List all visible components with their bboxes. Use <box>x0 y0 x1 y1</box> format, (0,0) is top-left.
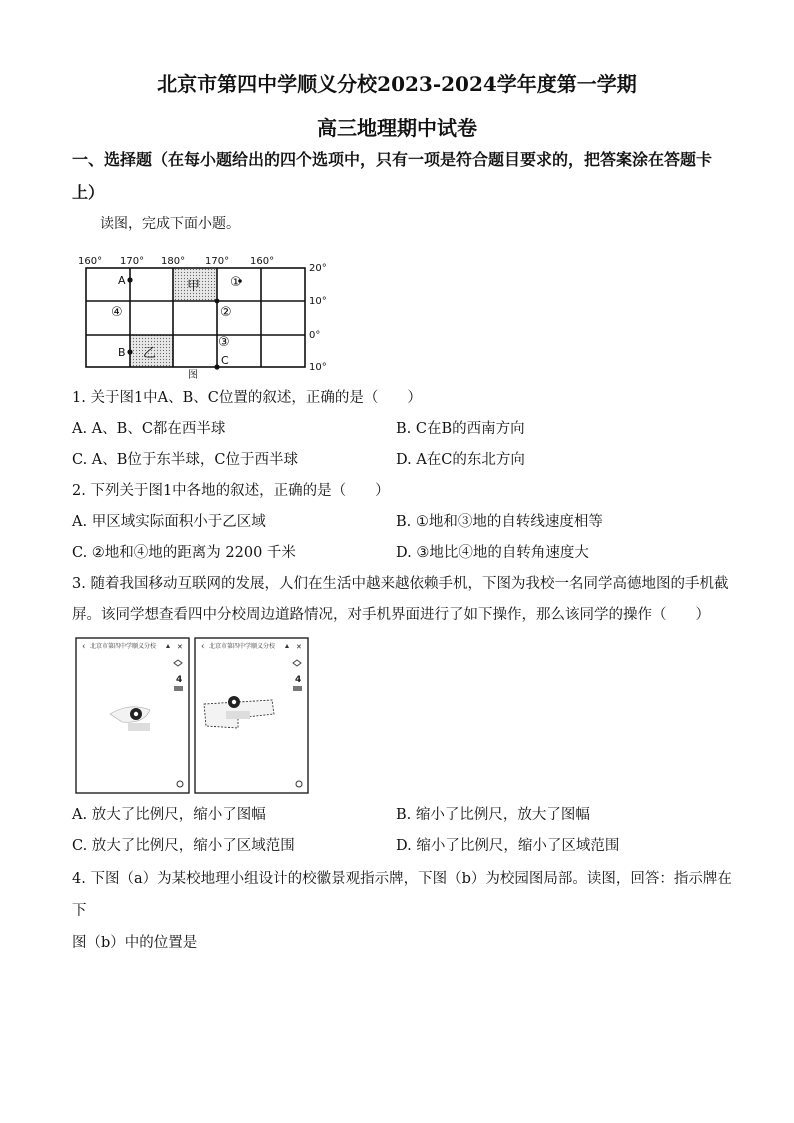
lon-label-4: 170° <box>205 256 230 267</box>
marker-two-dot <box>215 299 220 304</box>
phone-left-zoom-bar <box>174 686 183 691</box>
lat-label-3: 0° <box>309 330 321 341</box>
question-3-options <box>72 800 732 862</box>
phone-left-zoom-number: 4 <box>176 675 183 685</box>
section-heading-line2: 上） <box>72 183 105 202</box>
phone-left-back-icon: ‹ <box>82 642 86 652</box>
phone-right-search-text: 北京市第四中学顺义分校 <box>209 643 276 650</box>
question-1 <box>72 383 732 476</box>
question-1-options-row2 <box>72 445 732 476</box>
marker-two-label: ② <box>220 305 232 320</box>
point-c-label: C <box>221 354 229 367</box>
phone-left-search-text: 北京市第四中学顺义分校 <box>90 643 157 650</box>
marker-one-label: ① <box>230 275 242 290</box>
section-heading <box>72 143 732 209</box>
question-2-stem: 2. 下列关于图1中各地的叙述，正确的是（ ） <box>72 483 390 499</box>
question-2-option-b: B. ①地和③地的自转线速度相等 <box>396 514 603 530</box>
question-2-option-a: A. 甲区域实际面积小于乙区域 <box>72 514 266 530</box>
question-3-stem-line1: 3. 随着我国移动互联网的发展，人们在生活中越来越依赖手机，下图为我校一名同学高德地图的手机截 <box>72 576 729 592</box>
point-b-dot <box>127 349 132 354</box>
lat-label-1: 20° <box>309 263 327 274</box>
phone-right <box>195 638 308 793</box>
question-3-options-row1 <box>72 800 732 831</box>
lat-label-4: 10° <box>309 362 327 373</box>
question-1-option-a: A. A、B、C都在西半球 <box>72 421 226 437</box>
phone-left-pin-center <box>134 712 138 716</box>
question-2-options-row2 <box>72 538 732 569</box>
point-b-label: B <box>118 346 126 359</box>
phone-right-pin-label <box>226 711 250 719</box>
question-3-stem-line2: 屏。该同学想查看四中分校周边道路情况，对手机界面进行了如下操作，那么该同学的操作（ ） <box>72 607 710 623</box>
question-2-option-d: D. ③地比④地的自转角速度大 <box>396 545 589 561</box>
phone-right-close-icon: ✕ <box>296 643 302 651</box>
instruction-text: 读图，完成下面小题。 <box>100 216 240 232</box>
phone-left-close-icon: ✕ <box>177 643 183 651</box>
point-c-dot <box>214 364 219 369</box>
figure1-caption-fragment: 图 <box>188 370 198 381</box>
phone-left-pin-label <box>128 723 150 731</box>
question-4 <box>72 863 732 959</box>
point-a-dot <box>127 277 132 282</box>
question-3-stem <box>72 569 732 631</box>
question-1-option-b: B. C在B的西南方向 <box>396 421 525 437</box>
question-3-options-row2 <box>72 831 732 862</box>
phone-right-zoom-number: 4 <box>295 675 302 685</box>
phone-right-back-icon: ‹ <box>201 642 205 652</box>
lon-label-3: 180° <box>161 256 186 267</box>
point-a-label: A <box>118 274 126 287</box>
question-3-option-c: C. 放大了比例尺，缩小了区域范围 <box>72 838 295 854</box>
lat-label-2: 10° <box>309 296 327 307</box>
exam-title-line1: 北京市第四中学顺义分校2023-2024学年度第一学期 <box>157 72 637 96</box>
phone-left <box>76 638 189 793</box>
question-3-option-a: A. 放大了比例尺，缩小了图幅 <box>72 807 266 823</box>
region-yi-label: 乙 <box>143 346 157 361</box>
question-4-stem-line1: 4. 下图（a）为某校地理小组设计的校徽景观指示牌，下图（b）为校园图局部。读图，回答：指示牌在下 <box>72 871 732 919</box>
question-1-option-c: C. A、B位于东半球，C位于西半球 <box>72 452 299 468</box>
question-1-stem: 1. 关于图1中A、B、C位置的叙述，正确的是（ ） <box>72 390 422 406</box>
phone-screenshots-figure <box>74 636 310 796</box>
marker-four-label: ④ <box>111 305 123 320</box>
lon-label-2: 170° <box>120 256 145 267</box>
marker-three-label: ③ <box>218 335 230 350</box>
question-1-options-row1 <box>72 414 732 445</box>
question-4-stem-line2: 图（b）中的位置是 <box>72 935 198 951</box>
question-2-option-c: C. ②地和④地的距离为 2200 千米 <box>72 545 296 561</box>
phone-right-pin-center <box>232 700 236 704</box>
lon-label-5: 160° <box>250 256 275 267</box>
exam-title-line2: 高三地理期中试卷 <box>317 116 477 140</box>
question-3-option-b: B. 缩小了比例尺，放大了图幅 <box>396 807 590 823</box>
section-heading-line1: 一、选择题（在每小题给出的四个选项中，只有一项是符合题目要求的，把答案涂在答题卡 <box>72 150 713 169</box>
question-2-options-row1 <box>72 507 732 538</box>
question-3-option-d: D. 缩小了比例尺，缩小了区域范围 <box>396 838 620 854</box>
lon-label-1: 160° <box>78 256 103 267</box>
figure1-grid-map <box>72 250 342 381</box>
region-jia-label: 甲 <box>187 279 201 294</box>
question-1-option-d: D. A在C的东北方向 <box>396 452 525 468</box>
question-2 <box>72 476 732 569</box>
phone-right-zoom-bar <box>293 686 302 691</box>
